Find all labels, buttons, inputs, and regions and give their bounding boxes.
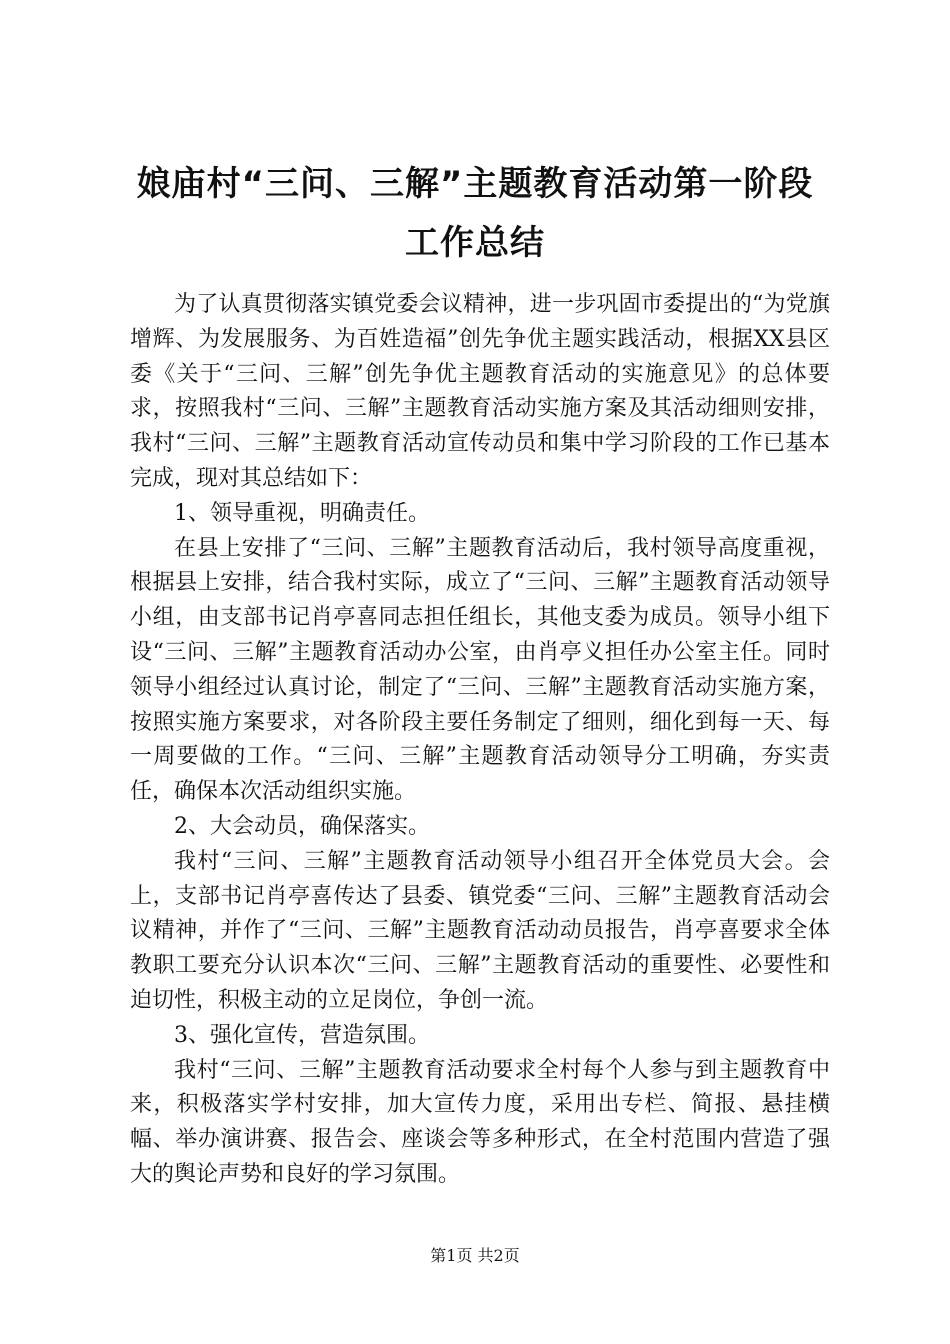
section-paragraph-1: 在县上安排了“三问、三解”主题教育活动后，我村领导高度重视，根据县上安排，结合我村实际，成立了“三问、三解”主题教育活动领导小组，由支部书记肖亭喜同志担任组长，其他支委为成员。领导小组下设“三问、三解”主题教育活动办公室，由肖亭义担任办公室主任。同时领导小组经过认真讨论，制定了“三问、三解”主题教育活动实施方案，按照实施方案要求，对各阶段主要任务制定了细则，细化到每一天、每一周要做的工作。“三问、三解”主题教育活动领导分工明确，夯实责任，确保本次活动组织实施。 <box>130 535 830 805</box>
section-heading-1: 1、领导重视，明确责任。 <box>174 500 430 526</box>
section-paragraph-2: 我村“三问、三解”主题教育活动领导小组召开全体党员大会。会上，支部书记肖亭喜传达了县委、镇党委“三问、三解”主题教育活动会议精神，并作了“三问、三解”主题教育活动动员报告，肖亭喜要求全体教职工要充分认识本次“三问、三解”主题教育活动的重要性、必要性和迫切性，积极主动的立足岗位，争创一流。 <box>130 848 830 1013</box>
intro-paragraph: 为了认真贯彻落实镇党委会议精神，进一步巩固市委提出的“为党旗增辉、为发展服务、为百姓造福”创先争优主题实践活动，根据XX县区委《关于“三问、三解”创先争优主题教育活动的实施意见》的总体要求，按照我村“三问、三解”主题教育活动实施方案及其活动细则安排，我村“三问、三解”主题教育活动宣传动员和集中学习阶段的工作已基本完成，现对其总结如下： <box>130 292 830 491</box>
document-body <box>130 288 830 1193</box>
page-number-footer: 第1页 共2页 <box>430 1246 520 1265</box>
section-heading-3: 3、强化宣传，营造氛围。 <box>174 1022 430 1048</box>
document-title-line-2: 工作总结 <box>405 223 545 263</box>
section-heading-2: 2、大会动员，确保落实。 <box>174 813 430 839</box>
section-paragraph-3: 我村“三问、三解”主题教育活动要求全村每个人参与到主题教育中来，积极落实学村安排，加大宣传力度，采用出专栏、简报、悬挂横幅、举办演讲赛、报告会、座谈会等多种形式，在全村范围内营造了强大的舆论声势和良好的学习氛围。 <box>130 1057 830 1187</box>
document-title-line-1: 娘庙村“三问、三解”主题教育活动第一阶段 <box>136 164 814 204</box>
